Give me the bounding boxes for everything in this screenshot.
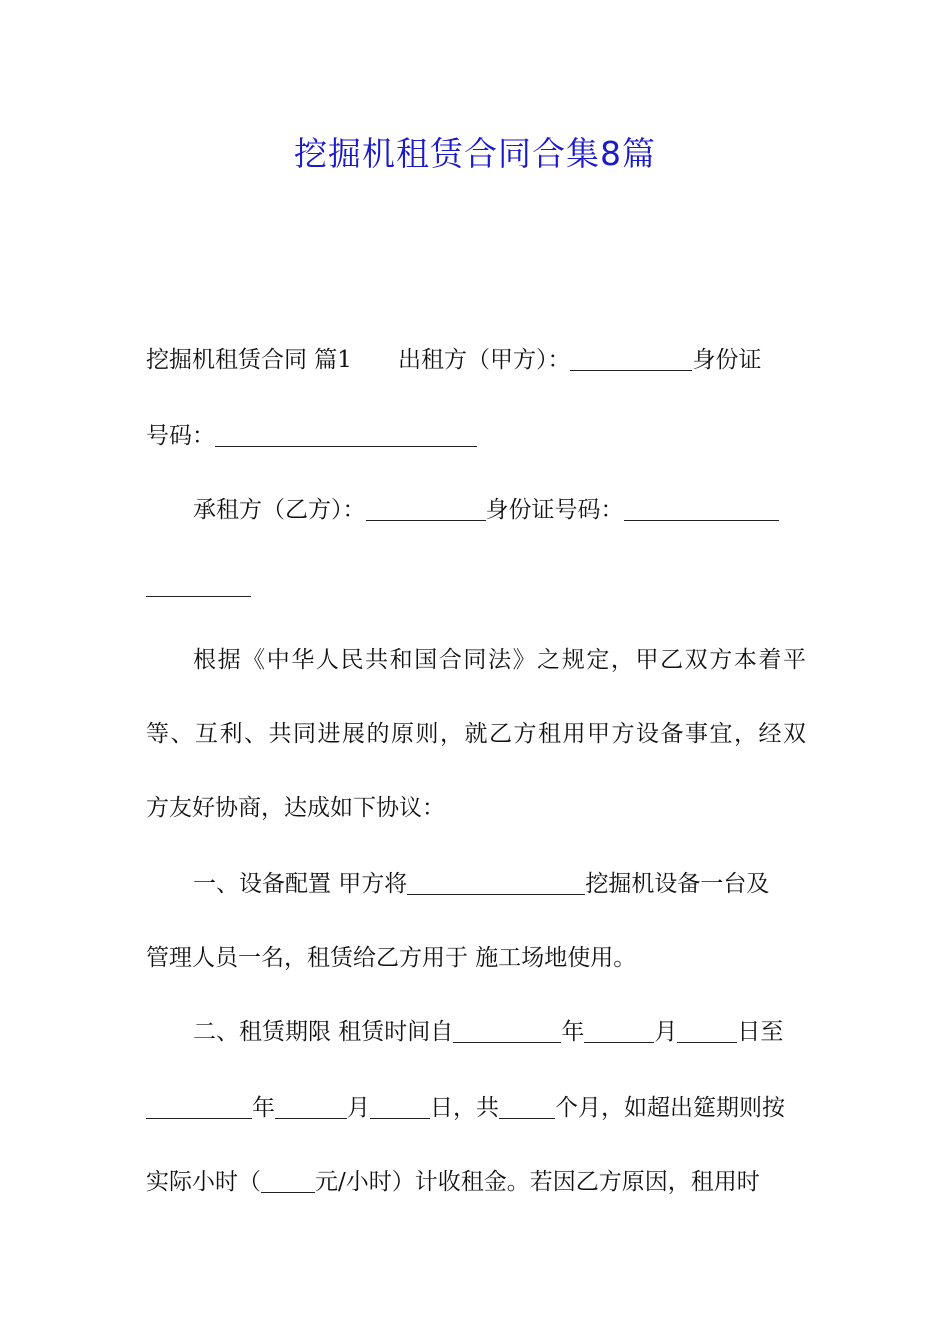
day-total-label: 日，共 — [430, 1095, 499, 1121]
end-year-blank — [146, 1092, 252, 1119]
month-label: 月 — [654, 1019, 678, 1045]
day-to-label: 日至 — [737, 1019, 784, 1045]
lessor-id-blank — [215, 420, 477, 447]
section-1-heading: 一、设备配置 甲方将 — [193, 871, 408, 897]
paragraph-line-12 — [146, 1162, 806, 1202]
lessee-id-label: 身份证号码： — [485, 497, 624, 523]
overtime-text: 个月，如超出筵期则按 — [555, 1095, 785, 1121]
end-month-blank — [275, 1092, 347, 1119]
months-blank — [499, 1092, 555, 1119]
hourly-rate-blank — [261, 1166, 315, 1193]
paragraph-line-9: 管理人员一名，租赁给乙方用于 施工场地使用。 — [146, 945, 637, 971]
paragraph-line-6: 等、互利、共同进展的原则，就乙方租用甲方设备事宜，经双 — [146, 721, 806, 747]
end-day-blank — [370, 1092, 430, 1119]
hourly-label: 实际小时（ — [146, 1169, 261, 1195]
lessee-name-blank — [366, 494, 486, 521]
lessee-id-blank-cont — [146, 570, 251, 597]
year-label: 年 — [561, 1019, 585, 1045]
paragraph-line-10 — [193, 1012, 806, 1052]
start-day-blank — [677, 1016, 737, 1043]
paragraph-line-8 — [193, 864, 806, 904]
equipment-blank — [407, 868, 585, 895]
month-label-2: 月 — [347, 1095, 370, 1121]
hourly-text: 元/小时）计收租金。若因乙方原因，租用时 — [315, 1169, 760, 1195]
lessor-label: 出租方（甲方）： — [397, 347, 571, 373]
id-number-label: 号码： — [146, 423, 215, 449]
paragraph-line-7: 方友好协商，达成如下协议： — [146, 795, 445, 821]
lessor-name-blank — [570, 344, 692, 371]
lessee-label: 承租方（乙方）： — [193, 497, 366, 523]
paragraph-line-11 — [146, 1088, 806, 1128]
lessee-id-blank — [624, 494, 779, 521]
equipment-text: 挖掘机设备一台及 — [585, 871, 770, 897]
section-2-heading: 二、租赁期限 租赁时间自 — [193, 1019, 454, 1045]
start-month-blank — [584, 1016, 654, 1043]
id-label: 身份证 — [692, 347, 762, 373]
start-year-blank — [453, 1016, 561, 1043]
contract-heading: 挖掘机租赁合同 篇1 — [146, 347, 352, 373]
document-title: 挖掘机租赁合同合集8篇 — [294, 134, 656, 173]
paragraph-line-5: 根据《中华人民共和国合同法》之规定，甲乙双方本着平 — [193, 647, 806, 673]
paragraph-line-4 — [146, 566, 806, 606]
paragraph-line-1 — [146, 340, 806, 380]
paragraph-line-2 — [146, 416, 806, 456]
year-label-2: 年 — [252, 1095, 275, 1121]
paragraph-line-3 — [193, 490, 806, 530]
